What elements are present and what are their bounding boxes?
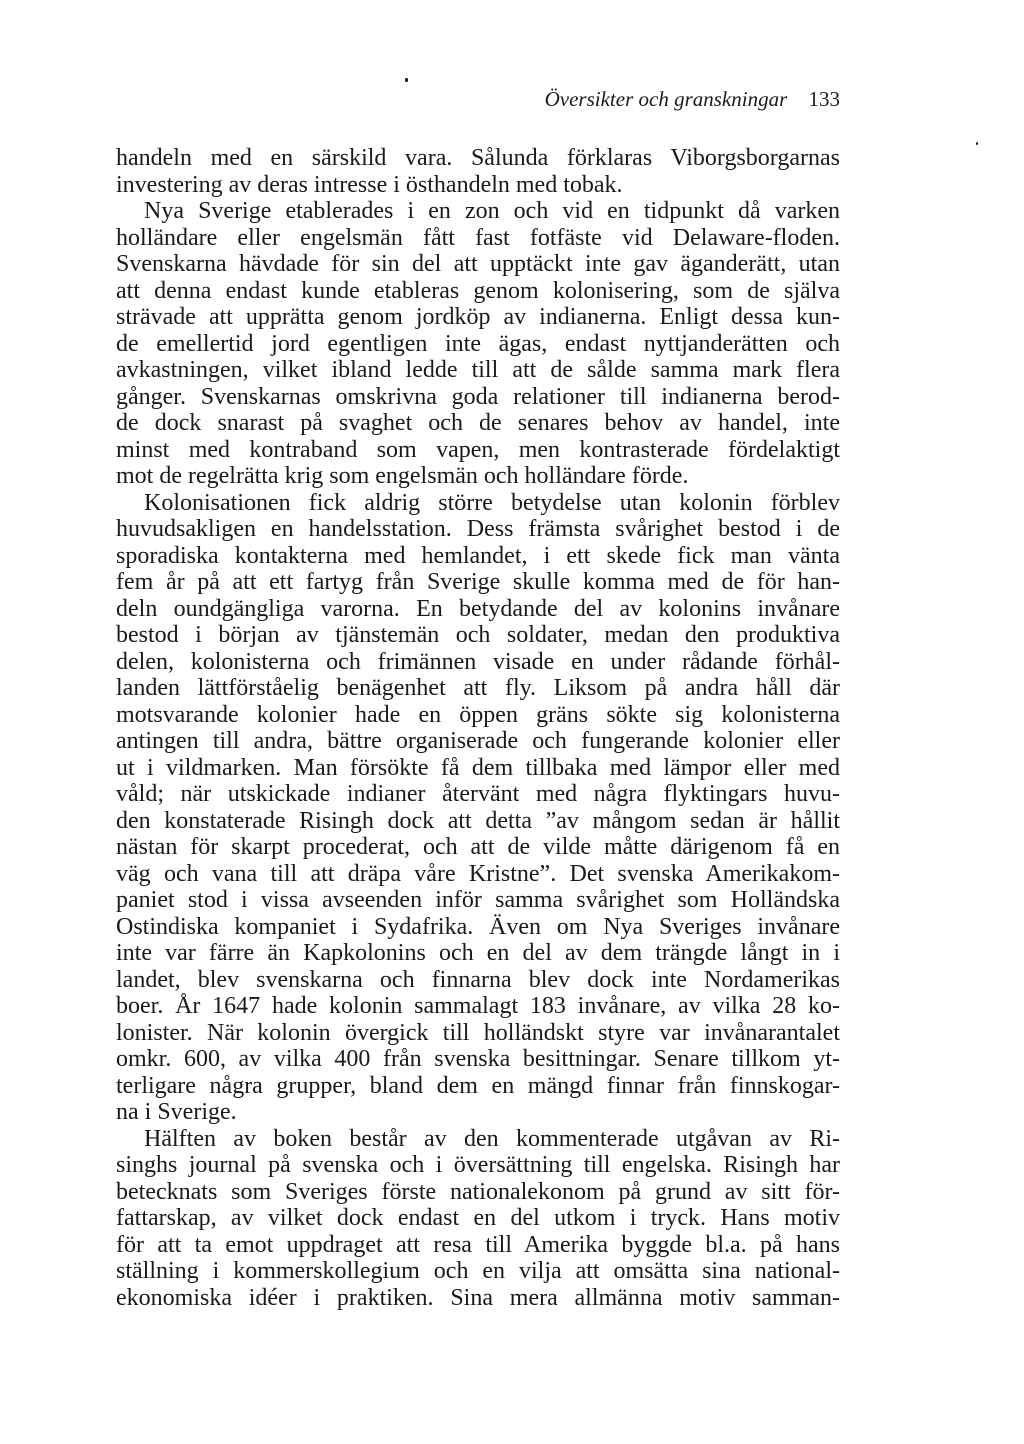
text-line: motsvarande kolonier hade en öppen gräns sökte sig kolonisterna <box>116 701 840 728</box>
text-line: bestod i början av tjänstemän och soldater, medan den produktiva <box>116 622 840 648</box>
text-line: paniet stod i vissa avseenden inför samma svårighet som Holländska <box>116 887 840 913</box>
text-line: fem år på att ett fartyg från Sverige skulle komma med de för han- <box>116 569 840 595</box>
text-line: boer. År 1647 hade kolonin sammalagt 183 invånare, av vilka 28 ko- <box>116 993 840 1019</box>
text-line: Ostindiska kompaniet i Sydafrika. Även om Nya Sveriges invånare <box>116 913 840 940</box>
text-line: holländare eller engelsmän fått fast fotfäste vid Delaware-floden. <box>116 224 840 251</box>
running-head <box>116 84 840 114</box>
text-line: ställning i kommerskollegium och en vilja att omsätta sina national- <box>116 1258 840 1284</box>
text-line: antingen till andra, bättre organiserade och fungerande kolonier eller <box>116 728 840 754</box>
text-line: betecknats som Sveriges förste nationalekonom på grund av sitt för- <box>116 1178 840 1205</box>
text-line: singhs journal på svenska och i översättning till engelska. Risingh har <box>116 1152 840 1178</box>
text-line: ut i vildmarken. Man försökte få dem tillbaka med lämpor eller med <box>116 754 840 781</box>
text-line: väg och vana till att dräpa våre Kristne”. Det svenska Amerikakom- <box>116 860 840 887</box>
text-line: Nya Sverige etablerades i en zon och vid en tidpunkt då varken <box>144 198 840 224</box>
text-line: strävade att upprätta genom jordköp av indianerna. Enligt dessa kun- <box>116 304 840 330</box>
text-line: delen, kolonisterna och frimännen visade en under rådande förhål- <box>116 648 840 675</box>
text-line: landet, blev svenskarna och finnarna blev dock inte Nordamerikas <box>116 966 840 993</box>
text-line: inte var färre än Kapkolonins och en del av dem trängde långt in i <box>116 940 840 966</box>
text-line: Hälften av boken består av den kommenterade utgåvan av Ri- <box>144 1125 840 1152</box>
running-head-title: Översikter och granskningar <box>544 87 788 111</box>
text-line: minst med kontraband som vapen, men kontrasterade fördelaktigt <box>116 436 840 463</box>
text-line: Kolonisationen fick aldrig större betydelse utan kolonin förblev <box>144 489 840 516</box>
text-line: handeln med en särskild vara. Sålunda förklaras Viborgsborgarnas <box>116 145 840 171</box>
text-line: gånger. Svenskarnas omskrivna goda relationer till indianerna berod- <box>116 383 840 410</box>
text-line: na i Sverige. <box>116 1099 237 1125</box>
text-line: huvudsakligen en handelsstation. Dess främsta svårighet bestod i de <box>116 516 840 542</box>
text-line: sporadiska kontakterna med hemlandet, i ett skede fick man vänta <box>116 542 840 569</box>
text-line: avkastningen, vilket ibland ledde till att de sålde samma mark flera <box>116 357 840 383</box>
text-line: lonister. När kolonin övergick till holländskt styre var invånarantalet <box>116 1019 840 1046</box>
text-line: deln oundgängliga varorna. En betydande del av kolonins invånare <box>116 595 840 622</box>
text-line: landen lättförståelig benägenhet att fly. Liksom på andra håll där <box>116 675 840 701</box>
text-line: Svenskarna hävdade för sin del att upptäckt inte gav äganderätt, utan <box>116 251 840 277</box>
text-line: ekonomiska idéer i praktiken. Sina mera allmänna motiv samman- <box>116 1284 840 1311</box>
text-line: investering av deras intresse i östhandeln med tobak. <box>116 171 623 198</box>
body-text <box>116 145 840 1311</box>
text-line: fattarskap, av vilket dock endast en del utkom i tryck. Hans motiv <box>116 1205 840 1231</box>
text-line: de emellertid jord egentligen inte ägas, endast nyttjanderätten och <box>116 330 840 357</box>
text-line: nästan för skarpt procederat, och att de vilde måtte därigenom få en <box>116 834 840 860</box>
print-speck <box>976 142 978 145</box>
text-line: att denna endast kunde etableras genom kolonisering, som de själva <box>116 277 840 304</box>
text-line: den konstaterade Risingh dock att detta ”av mångom sedan är hållit <box>116 807 840 834</box>
text-line: mot de regelrätta krig som engelsmän och holländare förde. <box>116 463 689 489</box>
text-line: terligare några grupper, bland dem en mängd finnar från finnskogar- <box>116 1072 840 1099</box>
text-line: omkr. 600, av vilka 400 från svenska besittningar. Senare tillkom yt- <box>116 1046 840 1072</box>
page-number: 133 <box>808 87 840 111</box>
text-line: våld; när utskickade indianer återvänt med några flyktingars huvu- <box>116 781 840 807</box>
print-speck <box>405 78 408 82</box>
text-line: de dock snarast på svaghet och de senares behov av handel, inte <box>116 410 840 436</box>
text-line: för att ta emot uppdraget att resa till Amerika byggde bl.a. på hans <box>116 1231 840 1258</box>
